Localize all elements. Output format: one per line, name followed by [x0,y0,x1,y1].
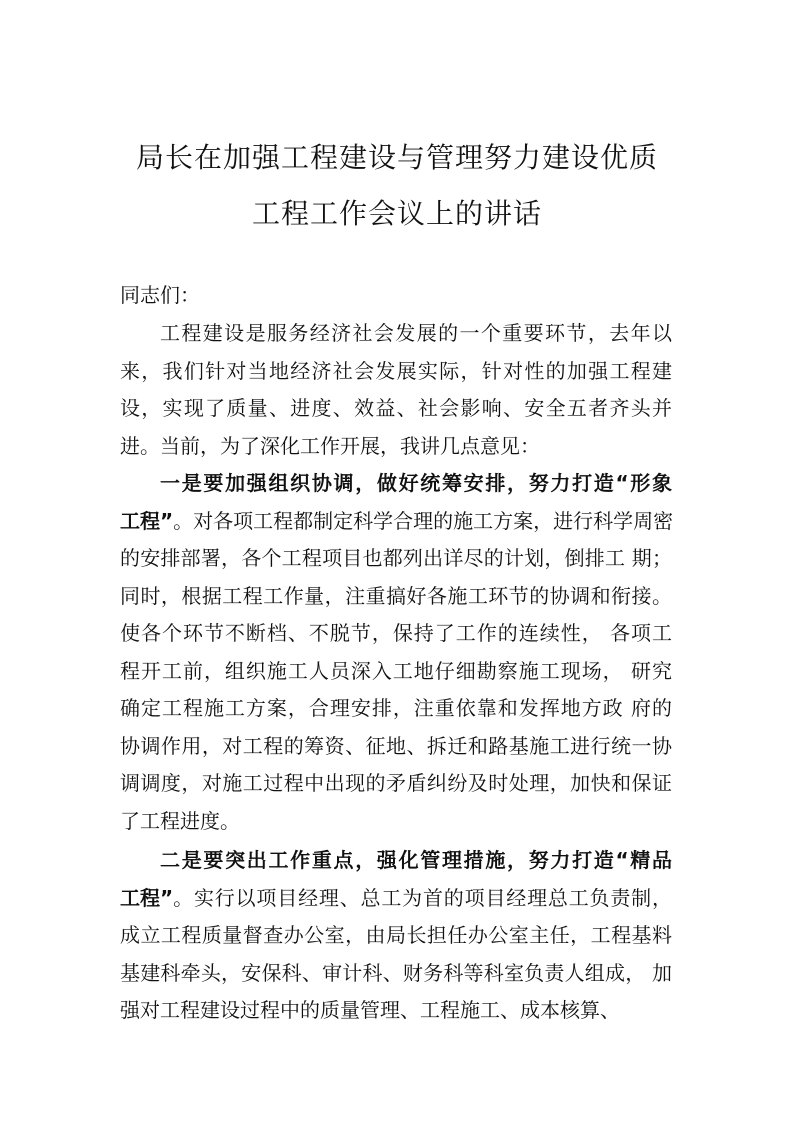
text-span: 。实行以项目经理、总工为首的项目经理总工负责制， [173,886,672,910]
text-line: 的安排部署，各个工程项目也都列出详尽的计划，倒排工 期； [120,546,672,570]
text-line: 成立工程质量督查办公室，由局长担任办公室主任，工程基料 [120,923,672,947]
text-line: 基建科牵头，安保科、审计科、财务科等科室负责人组成， 加 [120,961,672,985]
text-line [120,885,672,911]
point-heading-end: 工程” [120,886,174,910]
text-line: 协调作用，对工程的筹资、征地、拆迁和路基施工进行统一协 [120,734,672,758]
text-line: 使各个环节不断档、不脱节，保持了工作的连续性， 各项工 [120,621,672,645]
text-line: 进。当前，为了深化工作开展，我讲几点意见： [120,434,540,458]
text-line: 程开工前，组织施工人员深入工地仔细勘察施工现场， 研究 [120,659,672,683]
title-line-1: 局长在加强工程建设与管理努力建设优质 [135,141,658,174]
text-line: 强对工程建设过程中的质量管理、工程施工、成本核算、 [120,998,620,1022]
text-line: 来，我们针对当地经济社会发展实际，针对性的加强工程建 [120,359,672,383]
text-line [120,508,672,534]
text-line: 调调度，对施工过程中出现的矛盾纠纷及时处理，加快和保证 [120,771,672,795]
text-line: 设，实现了质量、进度、效益、社会影响、安全五者齐头并 [120,396,672,420]
title-line-2: 工程工作会议上的讲话 [251,197,542,230]
text-line: 了工程进度。 [120,809,240,833]
point-heading: 二是要突出工作重点，强化管理措施，努力打造“精品 [160,848,672,872]
text-line: 工程建设是服务经济社会发展的一个重要环节，去年以 [160,321,672,345]
salutation: 同志们： [120,283,200,307]
text-line: 确定工程施工方案，合理安排，注重依靠和发挥地方政 府的 [120,696,672,720]
text-line: 同时，根据工程工作量，注重搞好各施工环节的协调和衔接。 [120,584,672,608]
text-span: 。对各项工程都制定科学合理的施工方案，进行科学周密 [173,509,674,533]
point-heading-end: 工程” [120,509,174,533]
point-heading: 一是要加强组织协调，做好统筹安排，努力打造“形象 [160,471,672,495]
